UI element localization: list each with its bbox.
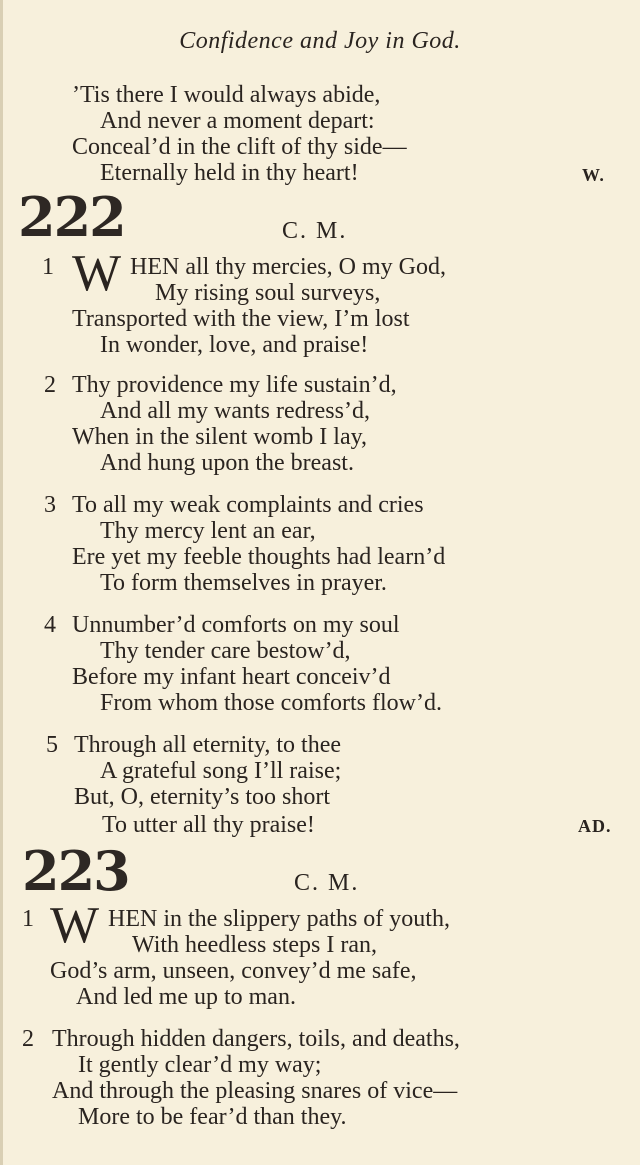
verse-line: Conceal’d in the clift of thy side— <box>72 134 407 160</box>
verse-line: In wonder, love, and praise! <box>100 332 369 358</box>
hymn-meter: C. M. <box>294 870 360 896</box>
stanza-number: 5 <box>46 732 58 758</box>
verse-line: Transported with the view, I’m lost <box>72 306 410 332</box>
hymn-number: 223 <box>22 839 129 903</box>
stanza-number: 4 <box>44 612 56 638</box>
verse-line: And all my wants redress’d, <box>100 398 370 424</box>
verse-line: When in the silent womb I lay, <box>72 424 368 450</box>
verse-line: And hung upon the breast. <box>100 450 354 476</box>
verse-line: And never a moment depart: <box>100 108 375 134</box>
verse-line: With heedless steps I ran, <box>132 932 377 958</box>
hymn-meter: C. M. <box>282 218 348 244</box>
verse-line: To form themselves in prayer. <box>100 570 387 596</box>
stanza-number: 2 <box>22 1026 34 1052</box>
verse-line: Through all eternity, to thee <box>74 732 342 758</box>
verse-line: From whom those comforts flow’d. <box>100 690 442 716</box>
verse-line: My rising soul surveys, <box>155 280 381 306</box>
verse-line: Thy providence my life sustain’d, <box>72 372 397 398</box>
verse-line: Unnumber’d comforts on my soul <box>72 612 400 638</box>
verse-line: To utter all thy praise! <box>102 812 315 838</box>
verse-line: A grateful song I’ll raise; <box>100 758 342 784</box>
stanza-number: 3 <box>44 492 56 518</box>
verse-line: HEN all thy mercies, O my God, <box>130 254 446 280</box>
author-initials: W. <box>582 165 605 185</box>
verse-line: More to be fear’d than they. <box>78 1104 347 1130</box>
page-header: Confidence and Joy in God. <box>179 28 461 54</box>
verse-line: To all my weak complaints and cries <box>72 492 424 518</box>
verse-line: Thy mercy lent an ear, <box>100 518 316 544</box>
verse-line: It gently clear’d my way; <box>78 1052 322 1078</box>
verse-line: HEN in the slippery paths of youth, <box>108 906 450 932</box>
verse-line: Eternally held in thy heart! <box>100 160 359 186</box>
hymn-number: 222 <box>18 185 125 249</box>
stanza-number: 1 <box>42 254 54 280</box>
verse-line: Thy tender care bestow’d, <box>100 638 351 664</box>
verse-line: God’s arm, unseen, convey’d me safe, <box>50 958 417 984</box>
verse-line: Through hidden dangers, toils, and deaths, <box>52 1026 460 1052</box>
drop-cap: W <box>50 897 100 954</box>
verse-line: But, O, eternity’s too short <box>74 784 330 810</box>
stanza-number: 1 <box>22 906 34 932</box>
verse-line: And led me up to man. <box>76 984 296 1010</box>
stanza-number: 2 <box>44 372 56 398</box>
verse-line: And through the pleasing snares of vice— <box>52 1078 458 1104</box>
drop-cap: W <box>72 245 122 302</box>
author-initials: AD. <box>578 816 612 836</box>
verse-line: ’Tis there I would always abide, <box>72 82 381 108</box>
page-edge <box>0 0 3 1165</box>
verse-line: Before my infant heart conceiv’d <box>72 664 391 690</box>
verse-line: Ere yet my feeble thoughts had learn’d <box>72 544 446 570</box>
